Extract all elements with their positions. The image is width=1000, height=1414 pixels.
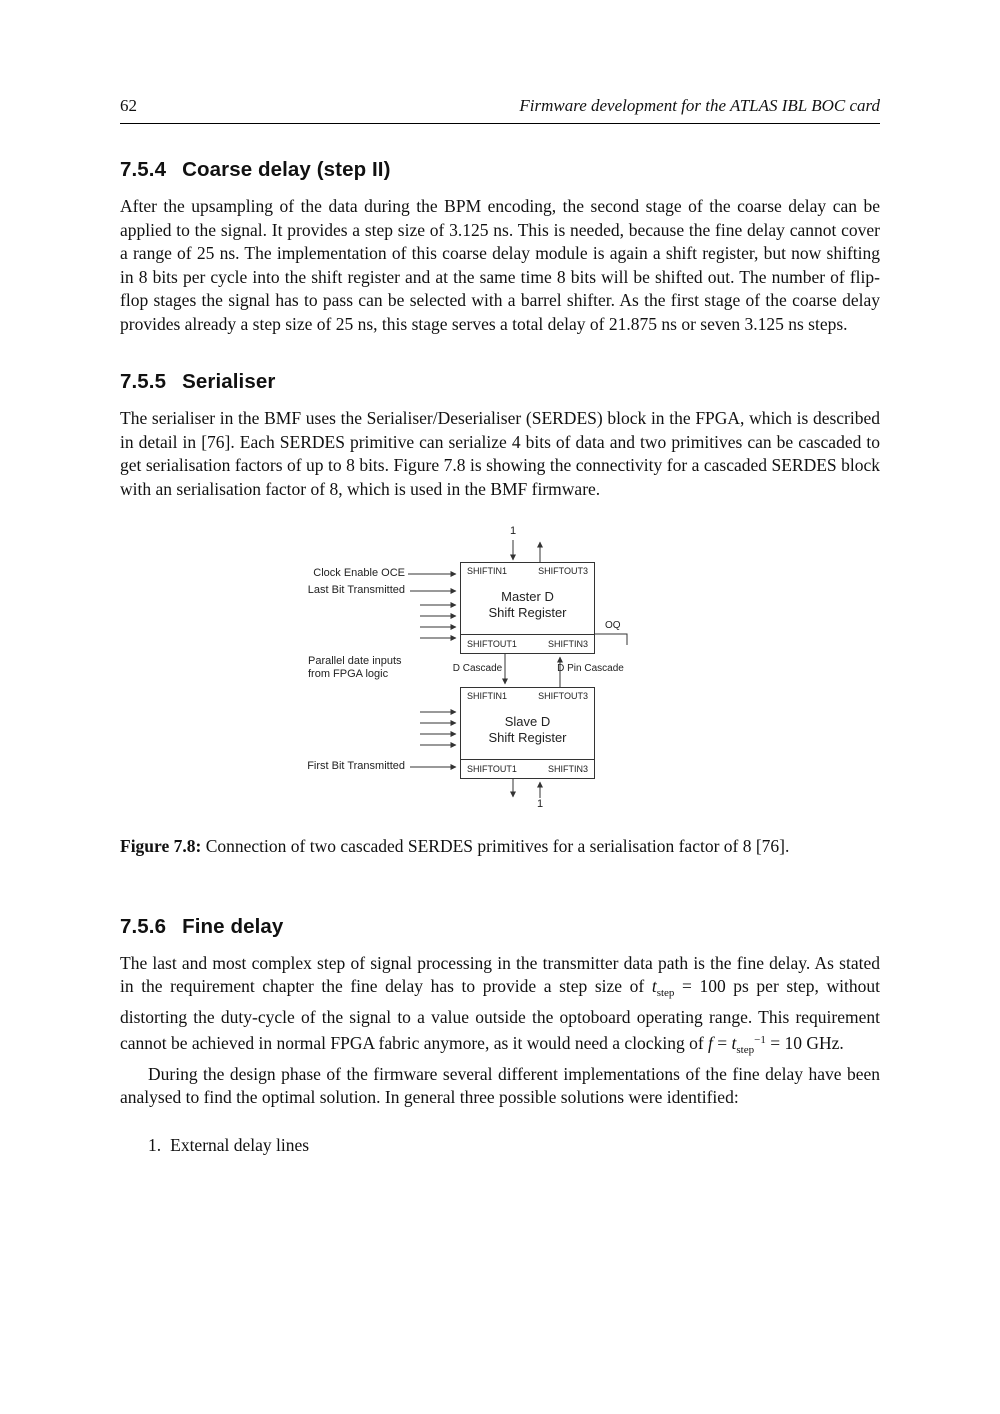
slave-top-pins — [461, 688, 594, 701]
list-item-marker: 1. — [148, 1134, 162, 1155]
running-header — [120, 96, 880, 124]
first-bit-label: First Bit Transmitted — [307, 760, 405, 772]
figure-serdes-diagram — [180, 527, 820, 827]
math-sub-step2: step — [736, 1044, 755, 1056]
pin-shiftin1: SHIFTIN1 — [467, 691, 508, 701]
parallel-inputs-label — [308, 655, 402, 681]
master-bottom-pins — [461, 634, 594, 653]
section-number: 7.5.4 — [120, 158, 167, 181]
math-var-t2: t — [731, 1033, 737, 1053]
fine-p1-text-c: = — [712, 1033, 732, 1053]
serialiser-paragraph: The serialiser in the BMF uses the Serialiser/Deserialiser (SERDES) block in the FPGA, which is described in detail in [76]. Each SERDES primitive can serialize 4 bits of data and two primitives can be cascaded to get serialisation factors of up to 8 bits. Figure 7.8 is showing the connectivity for a cascaded SERDES block with an serialisation factor of 8, which is used in the BMF firmware. — [120, 408, 880, 499]
section-title: Serialiser — [182, 370, 276, 393]
pin-shiftout3: SHIFTOUT3 — [538, 566, 588, 576]
figure-caption-body: Connection of two cascaded SERDES primitives for a serialisation factor of 8 [76]. — [205, 836, 790, 856]
slave-box-title — [461, 701, 594, 759]
section-heading-coarse-delay — [120, 158, 880, 182]
d-pin-cascade-label: D Pin Cascade — [557, 663, 624, 674]
section-heading-fine-delay — [120, 915, 880, 939]
master-box-title — [461, 576, 594, 634]
pin-shiftin3: SHIFTIN3 — [547, 639, 588, 649]
master-title-line2: Shift Register — [488, 605, 567, 620]
serial-one-bottom-label: 1 — [536, 798, 544, 810]
slave-bottom-pins — [461, 759, 594, 778]
pin-shiftin1: SHIFTIN1 — [467, 566, 508, 576]
math-sub-step: step — [656, 987, 675, 999]
pin-shiftin3: SHIFTIN3 — [547, 764, 588, 774]
serial-one-top-label: 1 — [509, 525, 517, 537]
slave-title-line2: Shift Register — [488, 730, 567, 745]
parallel-inputs-line2: from FPGA logic — [308, 668, 389, 680]
figure-caption-label: Figure 7.8: — [120, 836, 202, 856]
fine-delay-paragraph-2: During the design phase of the firmware several different implementations of the fine delay have been analysed to find the optimal solution. In general three possible solutions were identified: — [120, 1063, 880, 1107]
math-var-f: f — [708, 1033, 713, 1053]
slave-title-line1: Slave D — [504, 714, 551, 729]
last-bit-label: Last Bit Transmitted — [307, 584, 405, 596]
fine-delay-paragraph-1 — [120, 952, 880, 1063]
master-shift-register-box — [460, 562, 595, 654]
fine-p1-text-a: The last and most complex step of signal processing in the transmitter data path is the fine delay. As stated in the requirement chapter the fine delay has to provide a step size of — [120, 952, 880, 996]
math-sup-inverse: −1 — [754, 1034, 766, 1046]
list-item-text: External delay lines — [170, 1134, 310, 1155]
math-var-t: t — [651, 976, 657, 996]
pin-shiftout3: SHIFTOUT3 — [538, 691, 588, 701]
d-cascade-label: D Cascade — [452, 663, 503, 674]
pin-shiftout1: SHIFTOUT1 — [467, 639, 517, 649]
oq-output-label: OQ — [605, 620, 621, 631]
clock-enable-label: Clock Enable OCE — [313, 567, 405, 579]
section-heading-serialiser — [120, 370, 880, 394]
section-number: 7.5.6 — [120, 914, 167, 938]
parallel-inputs-line1: Parallel date inputs — [308, 655, 402, 667]
figure-caption-text — [206, 836, 790, 856]
fine-p1-text-b: = 100 ps per step, without distorting the duty-cycle of the signal to a value outside the optoboard operating range. This requirement cannot be achieved in normal FPGA fabric anymore, as it would need a clocking of — [120, 976, 880, 1053]
section-number: 7.5.5 — [120, 370, 167, 393]
section-title: Fine delay — [182, 914, 284, 938]
coarse-delay-paragraph: After the upsampling of the data during the BPM encoding, the second stage of the coarse delay can be applied to the signal. It provides a step size of 3.125 ns. This is needed, because the fine delay cannot cover a range of 25 ns. The implementation of this coarse delay module is again a shift register, but now shifting in 8 bits per cycle into the shift register and at the same time 8 bits will be shifted out. The number of flip-flop stages the signal has to pass can be selected with a barrel shifter. As the first stage of the coarse delay provides already a step size of 25 ns, this stage serves a total delay of 21.875 ns or seven 3.125 ns steps. — [120, 196, 880, 334]
fine-p1-text-d: = 10 GHz. — [765, 1033, 844, 1053]
slave-shift-register-box — [460, 687, 595, 779]
running-title: Firmware development for the ATLAS IBL BOC card — [519, 96, 880, 115]
list-item-external-delay-lines — [148, 1134, 880, 1158]
pin-shiftout1: SHIFTOUT1 — [467, 764, 517, 774]
figure-caption — [120, 835, 880, 859]
page-number: 62 — [120, 96, 137, 115]
section-title: Coarse delay (step II) — [182, 158, 391, 181]
master-top-pins — [461, 563, 594, 576]
master-title-line1: Master D — [501, 589, 554, 604]
